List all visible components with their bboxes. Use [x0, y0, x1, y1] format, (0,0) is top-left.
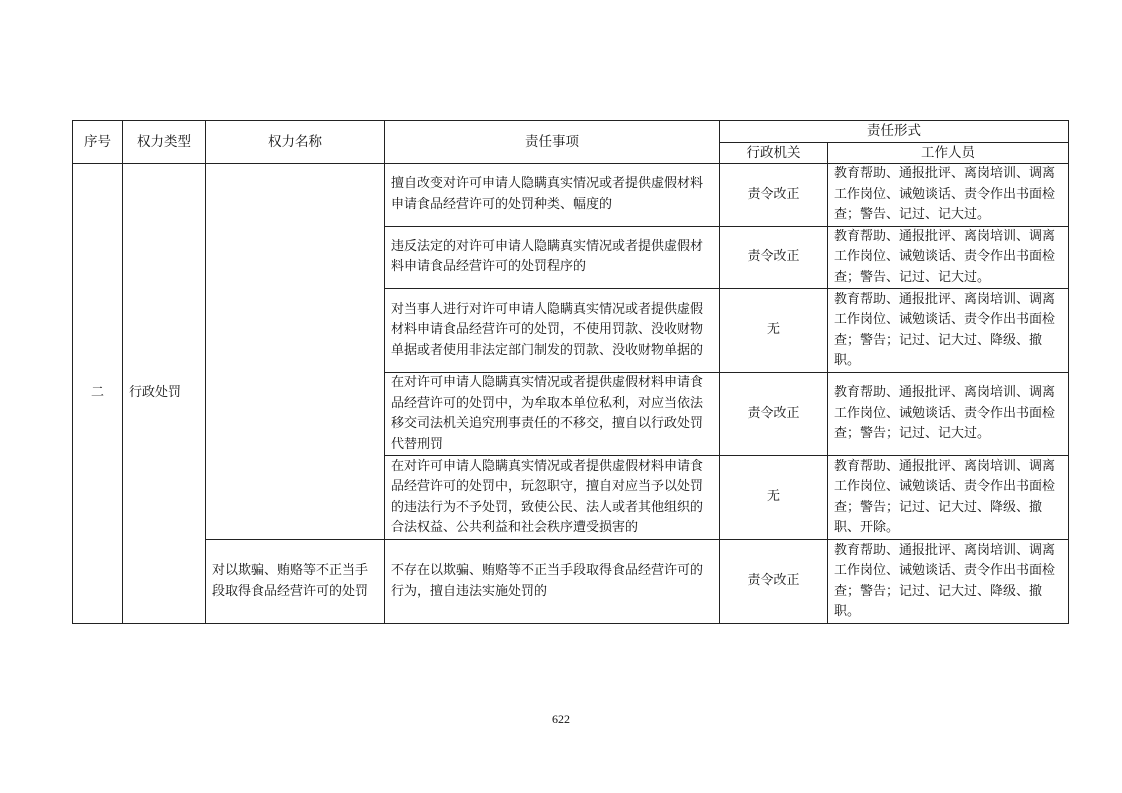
- cell-agency: 无: [720, 289, 828, 373]
- page-number: 622: [552, 712, 570, 726]
- cell-matter: 擅自改变对许可申请人隐瞒真实情况或者提供虚假材料申请食品经营许可的处罚种类、幅度的: [385, 164, 720, 227]
- header-seq: 序号: [73, 121, 123, 164]
- cell-power-name: 对以欺骗、贿赂等不正当手段取得食品经营许可的处罚: [206, 540, 385, 624]
- cell-matter: 对当事人进行对许可申请人隐瞒真实情况或者提供虚假材料申请食品经营许可的处罚，不使用罚款、没收财物单据或者使用非法定部门制发的罚款、没收财物单据的: [385, 289, 720, 373]
- table-row: [73, 164, 1069, 227]
- cell-staff: 教育帮助、通报批评、离岗培训、调离工作岗位、诫勉谈话、责令作出书面检查；警告；记过、记大过、降级、撤职。: [828, 540, 1069, 624]
- responsibility-table: [72, 120, 1069, 624]
- cell-agency: 责令改正: [720, 164, 828, 227]
- header-responsibility-form: 责任形式: [720, 121, 1069, 143]
- cell-staff: 教育帮助、通报批评、离岗培训、调离工作岗位、诫勉谈话、责令作出书面检查；警告、记过、记大过。: [828, 226, 1069, 289]
- table-row: [73, 540, 1069, 624]
- cell-power-type: 行政处罚: [123, 164, 206, 624]
- header-matters: 责任事项: [385, 121, 720, 164]
- header-staff: 工作人员: [828, 142, 1069, 164]
- cell-staff: 教育帮助、通报批评、离岗培训、调离工作岗位、诫勉谈话、责令作出书面检查；警告；记过、记大过、降级、撤职、开除。: [828, 456, 1069, 540]
- cell-matter: 违反法定的对许可申请人隐瞒真实情况或者提供虚假材料申请食品经营许可的处罚程序的: [385, 226, 720, 289]
- cell-power-name: [206, 164, 385, 540]
- cell-staff: 教育帮助、通报批评、离岗培训、调离工作岗位、诫勉谈话、责令作出书面检查；警告；记过、记大过、降级、撤职。: [828, 289, 1069, 373]
- cell-staff: 教育帮助、通报批评、离岗培训、调离工作岗位、诫勉谈话、责令作出书面检查；警告；记过、记大过。: [828, 373, 1069, 456]
- cell-agency: 责令改正: [720, 226, 828, 289]
- cell-matter: 不存在以欺骗、贿赂等不正当手段取得食品经营许可的行为，擅自违法实施处罚的: [385, 540, 720, 624]
- cell-staff: 教育帮助、通报批评、离岗培训、调离工作岗位、诫勉谈话、责令作出书面检查；警告、记过、记大过。: [828, 164, 1069, 227]
- cell-agency: 责令改正: [720, 373, 828, 456]
- cell-agency: 无: [720, 456, 828, 540]
- header-power-name: 权力名称: [206, 121, 385, 164]
- header-agency: 行政机关: [720, 142, 828, 164]
- cell-agency: 责令改正: [720, 540, 828, 624]
- cell-seq: 二: [73, 164, 123, 624]
- header-row-1: [73, 121, 1069, 143]
- cell-matter: 在对许可申请人隐瞒真实情况或者提供虚假材料申请食品经营许可的处罚中，为牟取本单位私利，对应当依法移交司法机关追究刑事责任的不移交，擅自以行政处罚代替刑罚: [385, 373, 720, 456]
- header-power-type: 权力类型: [123, 121, 206, 164]
- cell-matter: 在对许可申请人隐瞒真实情况或者提供虚假材料申请食品经营许可的处罚中，玩忽职守，擅自对应当予以处罚的违法行为不予处罚，致使公民、法人或者其他组织的合法权益、公共利益和社会秩序遭受损害的: [385, 456, 720, 540]
